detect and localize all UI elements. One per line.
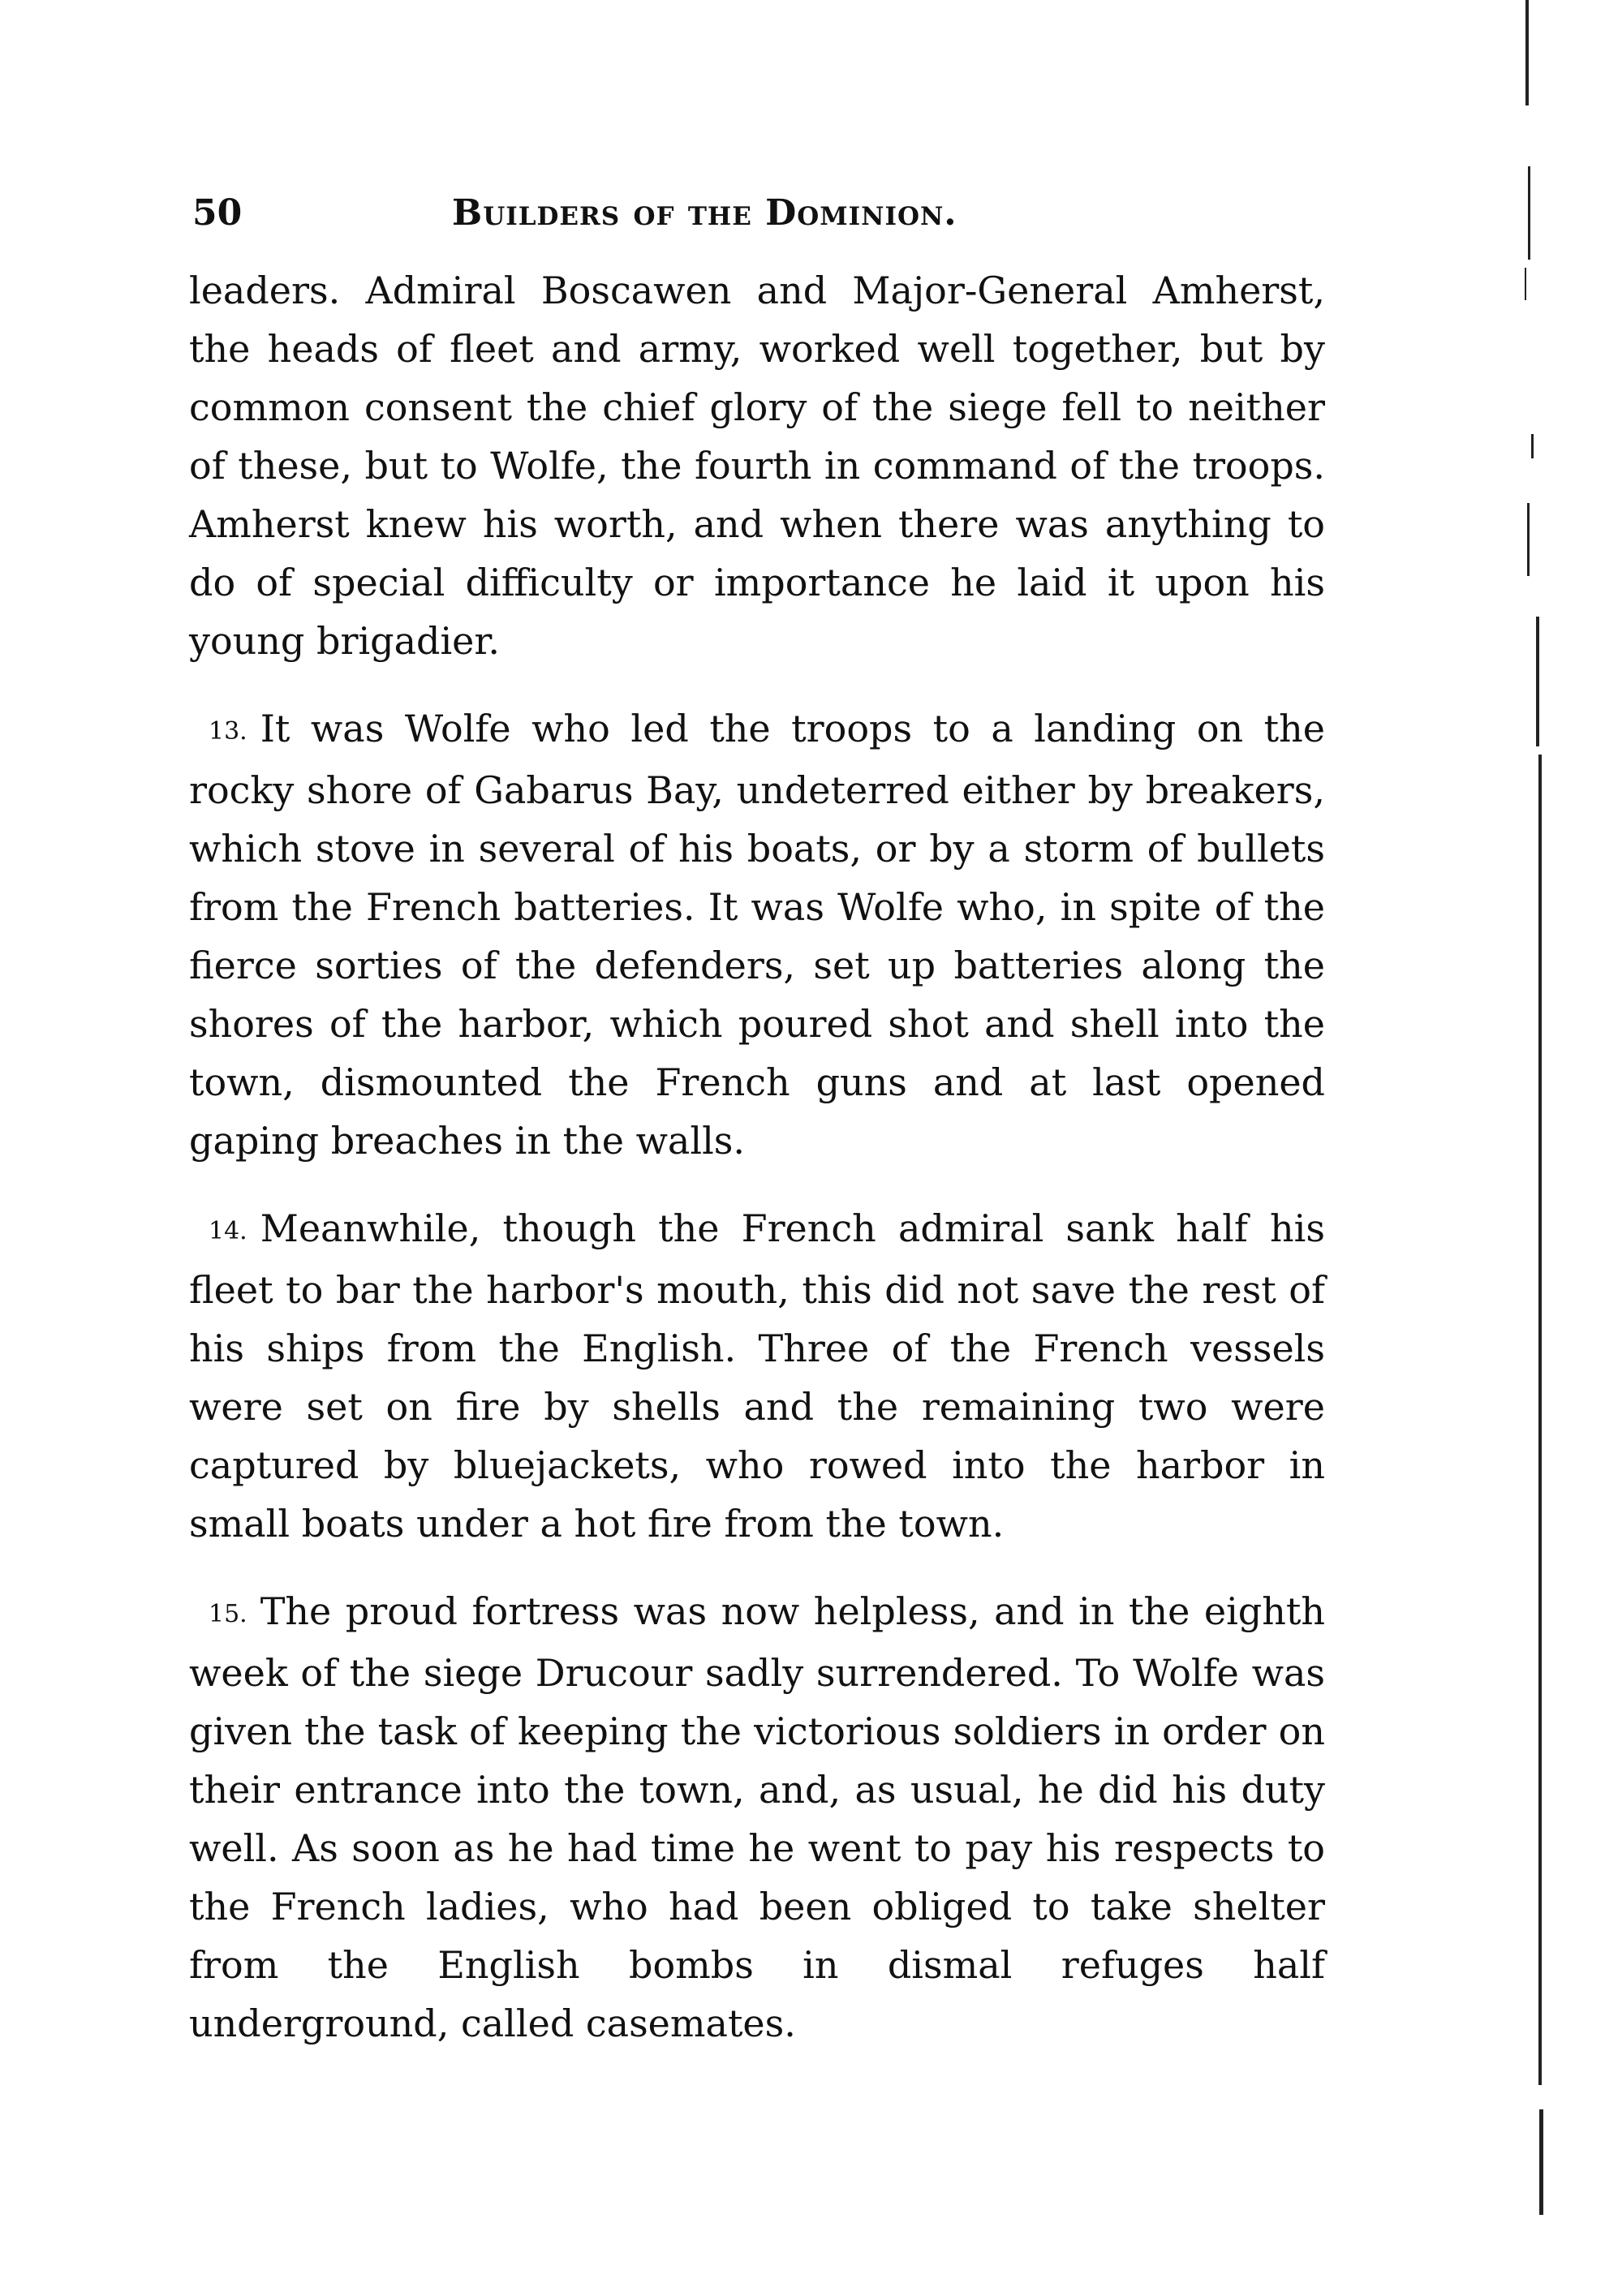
scan-edge-line — [1527, 503, 1530, 576]
paragraph-14 — [189, 1199, 1325, 1553]
scan-edge-line — [1525, 268, 1526, 300]
scan-edge-line — [1531, 434, 1534, 458]
paragraph-number: 13. — [209, 717, 247, 746]
page-body — [189, 261, 1325, 2053]
paragraph-13 — [189, 699, 1325, 1170]
paragraph-15 — [189, 1582, 1325, 2053]
paragraph-text: The proud fortress was now helpless, and in the eighth week of the siege Drucour sadly surrendered. To Wolfe was given the task of keeping the victorious soldiers in order on their entrance into the town, and, as usual, he did his duty well. As soon as he had time he went to pay his respects to the French ladies, who had been obliged to take shelter from the English bombs in dismal refuges half underground, called casemates. — [189, 1589, 1325, 2045]
paragraph-text: Meanwhile, though the French admiral sank half his fleet to bar the harbor's mouth, this did not save the rest of his ships from the English. Three of the French vessels were set on fire by shells and the remaining two were captured by bluejackets, who rowed into the harbor in small boats under a hot fire from the town. — [189, 1206, 1325, 1546]
paragraph-text: leaders. Admiral Boscawen and Major-General Amherst, the heads of fleet and army, worked well together, but by common consent the chief glory of the siege fell to neither of these, but to Wolfe, the fourth in command of the troops. Amherst knew his worth, and when there was anything to do of special difficulty or importance he laid it upon his young brigadier. — [189, 269, 1325, 663]
paragraph-number: 14. — [209, 1217, 247, 1245]
scan-edge-line — [1538, 755, 1542, 2085]
running-head — [192, 185, 1345, 242]
page-number: 50 — [192, 192, 243, 234]
scan-edge-line — [1525, 0, 1529, 105]
paragraph-continued — [189, 261, 1325, 670]
scan-edge-line — [1539, 2109, 1543, 2215]
scan-edge-line — [1536, 617, 1539, 746]
scan-edge-line — [1528, 166, 1530, 260]
paragraph-text: It was Wolfe who led the troops to a landing on the rocky shore of Gabarus Bay, undeterred either by breakers, which stove in several of his boats, or by a storm of bullets from the French batteries. It was Wolfe who, in spite of the fierce sorties of the defenders, set up batteries along the shores of the harbor, which poured shot and shell into the town, dismounted the French guns and at last opened gaping breaches in the walls. — [189, 707, 1325, 1163]
running-title: Builders of the Dominion. — [452, 192, 957, 234]
paragraph-number: 15. — [209, 1600, 247, 1628]
